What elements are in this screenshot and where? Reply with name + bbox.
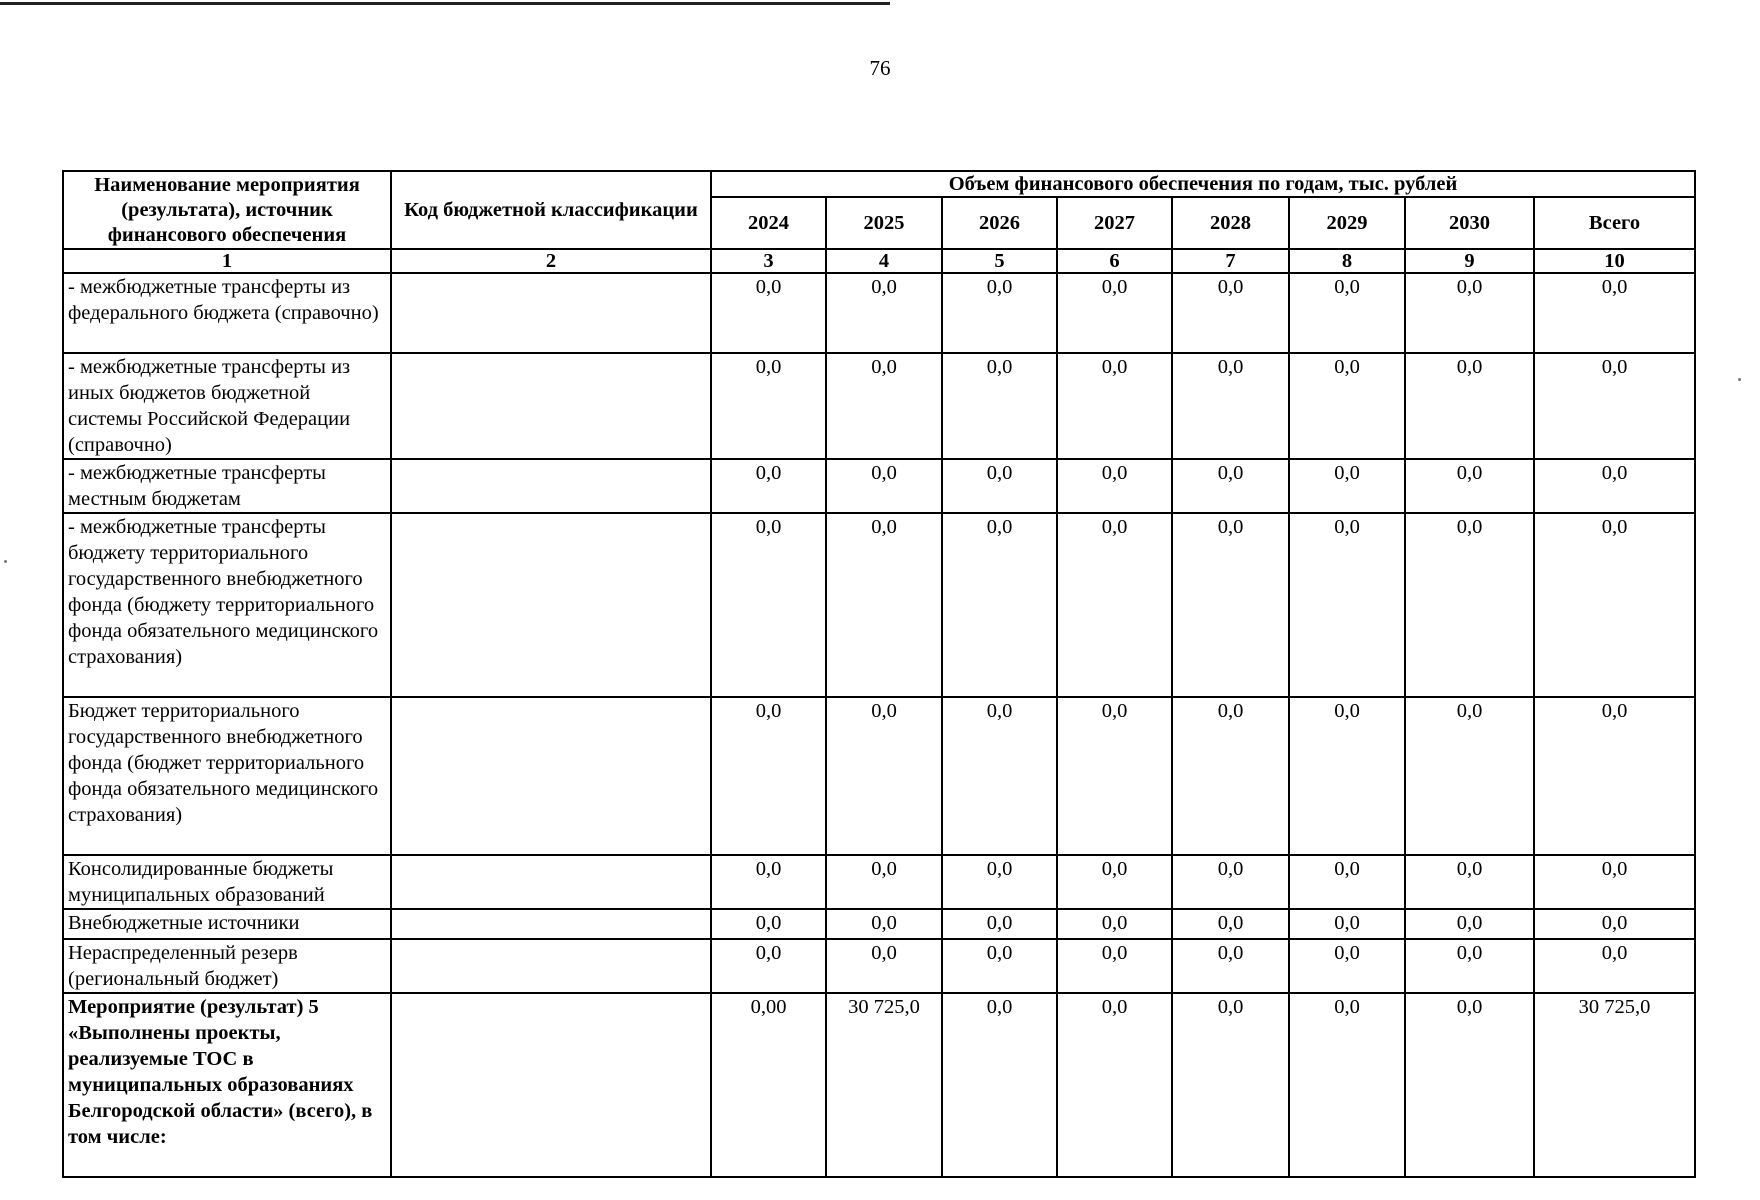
row-value-2029: 0,0 xyxy=(1289,939,1405,993)
column-number: 6 xyxy=(1057,249,1172,273)
row-value-2025: 0,0 xyxy=(826,909,942,939)
row-name: - межбюджетные трансферты из федерального бюджета (справочно) xyxy=(63,273,391,353)
row-value-2024: 0,0 xyxy=(711,939,826,993)
table-row xyxy=(63,855,1695,909)
row-value-2029: 0,0 xyxy=(1289,353,1405,459)
row-name: Консолидированные бюджеты муниципальных образований xyxy=(63,855,391,909)
row-value-total: 0,0 xyxy=(1534,273,1695,353)
header-year: 2025 xyxy=(826,197,942,249)
row-value-2027: 0,0 xyxy=(1057,459,1172,513)
table-row xyxy=(63,939,1695,993)
column-number: 10 xyxy=(1534,249,1695,273)
scan-artifact-dot xyxy=(1738,378,1741,381)
row-budget-code xyxy=(391,939,711,993)
row-value-2028: 0,0 xyxy=(1172,697,1289,855)
scan-artifact-dot xyxy=(4,560,7,563)
table-row xyxy=(63,273,1695,353)
row-value-2025: 30 725,0 xyxy=(826,993,942,1177)
row-value-2027: 0,0 xyxy=(1057,513,1172,697)
row-value-2024: 0,0 xyxy=(711,909,826,939)
header-year: 2028 xyxy=(1172,197,1289,249)
row-value-2027: 0,0 xyxy=(1057,855,1172,909)
row-budget-code xyxy=(391,697,711,855)
row-name: Мероприятие (результат) 5 «Выполнены проекты, реализуемые ТОС в муниципальных образованиях Белгородской области» (всего), в том числе: xyxy=(63,993,391,1177)
row-value-2029: 0,0 xyxy=(1289,909,1405,939)
row-value-2030: 0,0 xyxy=(1405,939,1534,993)
row-value-2028: 0,0 xyxy=(1172,353,1289,459)
row-value-2024: 0,0 xyxy=(711,855,826,909)
row-value-2024: 0,0 xyxy=(711,273,826,353)
row-value-2030: 0,0 xyxy=(1405,459,1534,513)
row-value-2024: 0,0 xyxy=(711,697,826,855)
row-budget-code xyxy=(391,513,711,697)
row-value-2028: 0,0 xyxy=(1172,939,1289,993)
column-number: 2 xyxy=(391,249,711,273)
table-row xyxy=(63,353,1695,459)
row-value-2030: 0,0 xyxy=(1405,697,1534,855)
column-number: 5 xyxy=(942,249,1057,273)
row-value-total: 0,0 xyxy=(1534,513,1695,697)
row-value-2026: 0,0 xyxy=(942,697,1057,855)
row-budget-code xyxy=(391,909,711,939)
row-value-2027: 0,0 xyxy=(1057,993,1172,1177)
top-rule xyxy=(0,2,890,5)
header-year: 2030 xyxy=(1405,197,1534,249)
row-value-2026: 0,0 xyxy=(942,513,1057,697)
row-value-2024: 0,0 xyxy=(711,459,826,513)
row-value-total: 0,0 xyxy=(1534,353,1695,459)
row-budget-code xyxy=(391,855,711,909)
row-name: - межбюджетные трансферты местным бюджетам xyxy=(63,459,391,513)
row-value-2028: 0,0 xyxy=(1172,513,1289,697)
row-budget-code xyxy=(391,353,711,459)
row-budget-code xyxy=(391,993,711,1177)
row-value-total: 0,0 xyxy=(1534,939,1695,993)
row-name: Нераспределенный резерв (региональный бюджет) xyxy=(63,939,391,993)
row-value-2025: 0,0 xyxy=(826,459,942,513)
row-value-2030: 0,0 xyxy=(1405,855,1534,909)
row-value-2028: 0,0 xyxy=(1172,273,1289,353)
header-name: Наименование мероприятия (результата), источник финансового обеспечения xyxy=(63,171,391,249)
row-name: Бюджет территориального государственного внебюджетного фонда (бюджет территориального фонда обязательного медицинского страхования) xyxy=(63,697,391,855)
header-year: 2026 xyxy=(942,197,1057,249)
row-value-2024: 0,00 xyxy=(711,993,826,1177)
column-number-row xyxy=(63,249,1695,273)
table-row xyxy=(63,993,1695,1177)
row-name: Внебюджетные источники xyxy=(63,909,391,939)
table-row xyxy=(63,513,1695,697)
row-value-2026: 0,0 xyxy=(942,993,1057,1177)
row-value-2027: 0,0 xyxy=(1057,353,1172,459)
table-row xyxy=(63,697,1695,855)
row-budget-code xyxy=(391,459,711,513)
financial-support-table xyxy=(62,170,1696,1178)
row-value-2026: 0,0 xyxy=(942,855,1057,909)
row-value-total: 0,0 xyxy=(1534,459,1695,513)
column-number: 7 xyxy=(1172,249,1289,273)
row-value-total: 0,0 xyxy=(1534,697,1695,855)
row-value-2029: 0,0 xyxy=(1289,273,1405,353)
table-row xyxy=(63,459,1695,513)
row-value-2030: 0,0 xyxy=(1405,513,1534,697)
header-year: 2027 xyxy=(1057,197,1172,249)
row-value-2028: 0,0 xyxy=(1172,855,1289,909)
header-volume: Объем финансового обеспечения по годам, тыс. рублей xyxy=(711,171,1695,197)
row-value-total: 0,0 xyxy=(1534,855,1695,909)
row-value-2030: 0,0 xyxy=(1405,909,1534,939)
row-value-2024: 0,0 xyxy=(711,353,826,459)
header-total: Всего xyxy=(1534,197,1695,249)
row-value-2025: 0,0 xyxy=(826,513,942,697)
row-value-2025: 0,0 xyxy=(826,855,942,909)
row-value-2029: 0,0 xyxy=(1289,993,1405,1177)
row-value-2025: 0,0 xyxy=(826,939,942,993)
header-year: 2024 xyxy=(711,197,826,249)
header-year: 2029 xyxy=(1289,197,1405,249)
row-value-2026: 0,0 xyxy=(942,273,1057,353)
row-value-total: 30 725,0 xyxy=(1534,993,1695,1177)
row-value-2025: 0,0 xyxy=(826,353,942,459)
row-value-2024: 0,0 xyxy=(711,513,826,697)
row-value-2028: 0,0 xyxy=(1172,459,1289,513)
column-number: 8 xyxy=(1289,249,1405,273)
column-number: 9 xyxy=(1405,249,1534,273)
page-number: 76 xyxy=(869,56,891,80)
row-value-2030: 0,0 xyxy=(1405,993,1534,1177)
row-value-2029: 0,0 xyxy=(1289,459,1405,513)
header-kbk: Код бюджетной классификации xyxy=(391,171,711,249)
row-budget-code xyxy=(391,273,711,353)
row-value-2030: 0,0 xyxy=(1405,353,1534,459)
row-value-2026: 0,0 xyxy=(942,459,1057,513)
row-value-2026: 0,0 xyxy=(942,939,1057,993)
row-name: - межбюджетные трансферты бюджету территориального государственного внебюджетного фонда (бюджету территориального фонда обязательного медицинского страхования) xyxy=(63,513,391,697)
row-value-2028: 0,0 xyxy=(1172,993,1289,1177)
row-value-2029: 0,0 xyxy=(1289,697,1405,855)
row-value-2025: 0,0 xyxy=(826,697,942,855)
row-value-2026: 0,0 xyxy=(942,909,1057,939)
row-value-2029: 0,0 xyxy=(1289,855,1405,909)
row-value-total: 0,0 xyxy=(1534,909,1695,939)
header-row-top xyxy=(63,171,1695,197)
table-row xyxy=(63,909,1695,939)
row-value-2025: 0,0 xyxy=(826,273,942,353)
row-value-2029: 0,0 xyxy=(1289,513,1405,697)
row-value-2028: 0,0 xyxy=(1172,909,1289,939)
row-value-2027: 0,0 xyxy=(1057,697,1172,855)
row-value-2030: 0,0 xyxy=(1405,273,1534,353)
row-name: - межбюджетные трансферты из иных бюджетов бюджетной системы Российской Федерации (справочно) xyxy=(63,353,391,459)
column-number: 3 xyxy=(711,249,826,273)
row-value-2026: 0,0 xyxy=(942,353,1057,459)
row-value-2027: 0,0 xyxy=(1057,909,1172,939)
column-number: 4 xyxy=(826,249,942,273)
row-value-2027: 0,0 xyxy=(1057,939,1172,993)
column-number: 1 xyxy=(63,249,391,273)
row-value-2027: 0,0 xyxy=(1057,273,1172,353)
